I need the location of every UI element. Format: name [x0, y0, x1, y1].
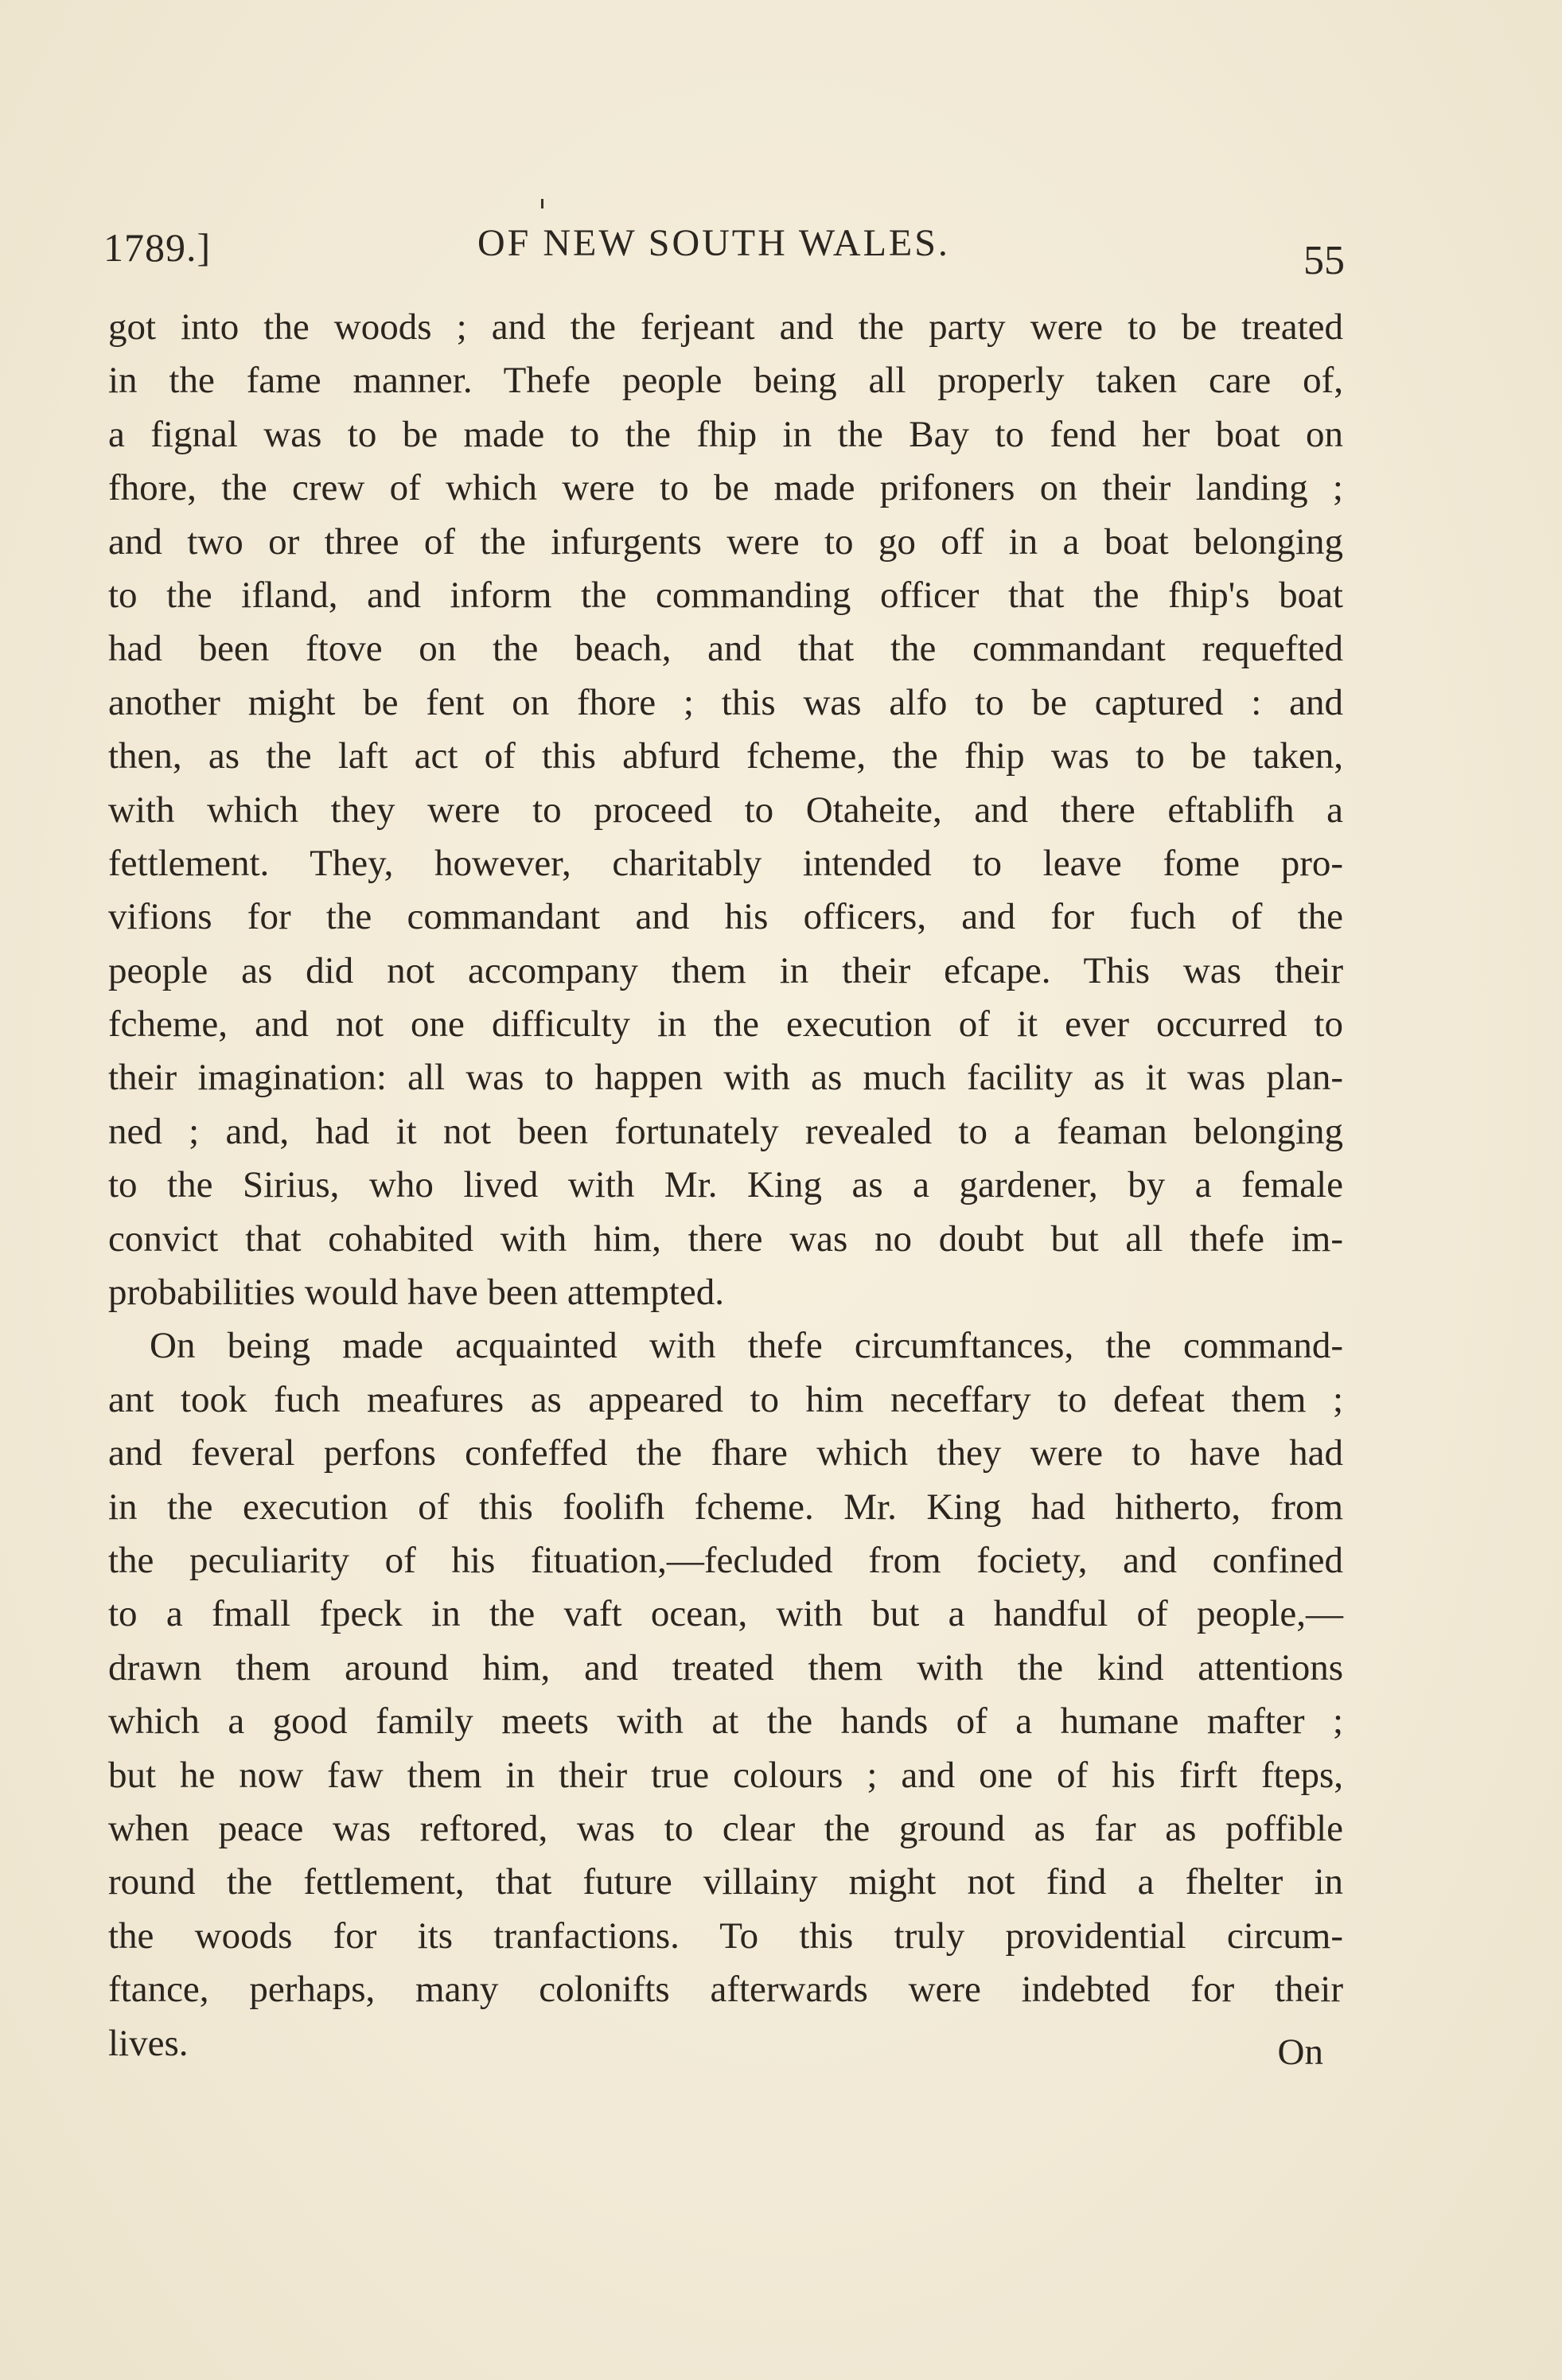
text-line: and feveral perfons confeffed the fhare which they were to have had	[108, 1432, 1343, 1474]
text-line: in the execution of this foolifh fcheme. Mr. King had hitherto, from	[108, 1486, 1343, 1528]
text-line: probabilities would have been attempted.	[108, 1272, 724, 1314]
text-line: then, as the laft act of this abfurd fcheme, the fhip was to be taken,	[108, 735, 1343, 777]
text-line: the woods for its tranfactions. To this truly providential circum-	[108, 1915, 1343, 1957]
catchword: On	[1277, 2031, 1323, 2073]
text-line: fcheme, and not one difficulty in the execution of it ever occurred to	[108, 1003, 1343, 1046]
text-line: to a fmall fpeck in the vaft ocean, with but a handful of people,—	[108, 1593, 1343, 1635]
text-line: when peace was reftored, was to clear the ground as far as poffible	[108, 1807, 1343, 1849]
text-line: with which they were to proceed to Otaheite, and there eftablifh a	[108, 789, 1343, 831]
text-line: round the fettlement, that future villainy might not find a fhelter in	[108, 1861, 1343, 1903]
text-line: the peculiarity of his fituation,—fecluded from fociety, and confined	[108, 1539, 1343, 1581]
text-line: their imagination: all was to happen with as much facility as it was plan-	[108, 1057, 1343, 1099]
header-title: OF NEW SOUTH WALES.	[477, 222, 950, 264]
text-line: vifions for the commandant and his officers, and for fuch of the	[108, 896, 1343, 938]
text-line: drawn them around him, and treated them with the kind attentions	[108, 1646, 1343, 1689]
text-line: people as did not accompany them in their efcape. This was their	[108, 949, 1343, 991]
text-line: another might be fent on fhore ; this was alfo to be captured : and	[108, 681, 1343, 723]
text-line: On being made acquainted with thefe circumftances, the command-	[150, 1325, 1343, 1367]
text-line: a fignal was to be made to the fhip in the Bay to fend her boat on	[108, 413, 1343, 455]
text-line: to the ifland, and inform the commanding officer that the fhip's boat	[108, 574, 1343, 616]
text-line: fhore, the crew of which were to be made prifoners on their landing ;	[108, 467, 1343, 509]
text-line: convict that cohabited with him, there was no doubt but all thefe im-	[108, 1217, 1343, 1260]
paragraph-1	[108, 301, 1343, 1319]
text-line: ftance, perhaps, many colonifts afterwards were indebted for their	[108, 1969, 1343, 2011]
text-line: got into the woods ; and the ferjeant and the party were to be treated	[108, 306, 1343, 348]
text-line: ant took fuch meafures as appeared to him neceffary to defeat them ;	[108, 1378, 1343, 1420]
header-year: 1789.]	[103, 225, 212, 270]
paragraph-2	[108, 1319, 1343, 2070]
page-number: 55	[1303, 238, 1345, 283]
ink-speck	[541, 199, 543, 208]
text-line: to the Sirius, who lived with Mr. King as a gardener, by a female	[108, 1164, 1343, 1206]
text-line: lives.	[108, 2022, 189, 2064]
body-text	[108, 301, 1343, 2070]
text-line: which a good family meets with at the hands of a humane mafter ;	[108, 1700, 1343, 1743]
text-line: had been ftove on the beach, and that the commandant requefted	[108, 628, 1343, 670]
text-line: fettlement. They, however, charitably intended to leave fome pro-	[108, 842, 1343, 884]
text-line: and two or three of the infurgents were to go off in a boat belonging	[108, 520, 1343, 563]
text-line: ned ; and, had it not been fortunately revealed to a feaman belonging	[108, 1110, 1343, 1152]
text-line: in the fame manner. Thefe people being all properly taken care of,	[108, 360, 1343, 402]
text-line: but he now faw them in their true colours ; and one of his firft fteps,	[108, 1754, 1343, 1796]
running-head	[103, 213, 1345, 283]
